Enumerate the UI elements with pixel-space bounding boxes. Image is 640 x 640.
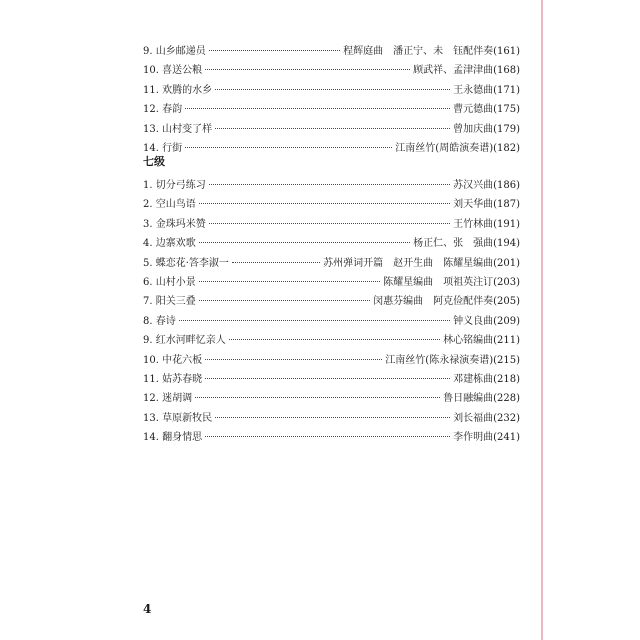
entry-title: 8. 春诗 bbox=[143, 315, 176, 327]
section-heading: 七级 bbox=[143, 155, 165, 168]
entry-credit: 程辉庭曲 潘正宁、未 钰配伴奏(161) bbox=[343, 46, 520, 57]
entry-credit: 陈耀星编曲 项祖英注订(203) bbox=[383, 276, 520, 288]
toc-entry bbox=[143, 61, 520, 80]
dot-leader bbox=[199, 281, 380, 282]
toc-entry bbox=[143, 389, 520, 408]
entry-title: 11. 姑苏春晓 bbox=[143, 373, 203, 385]
dot-leader bbox=[209, 223, 450, 224]
dot-leader bbox=[199, 242, 410, 243]
entry-credit: 曹元德曲(175) bbox=[453, 104, 520, 116]
dot-leader bbox=[185, 108, 450, 109]
toc-entry bbox=[143, 195, 520, 214]
toc-entry bbox=[143, 351, 520, 370]
toc-entry bbox=[143, 312, 520, 331]
entry-title: 12. 迷胡调 bbox=[143, 393, 193, 405]
dot-leader bbox=[215, 417, 450, 418]
entry-credit: 鲁日融编曲(228) bbox=[443, 393, 520, 405]
toc-entry bbox=[143, 234, 520, 253]
entry-title: 12. 春韵 bbox=[143, 104, 183, 116]
entry-credit: 江南丝竹(周皓演奏谱)(182) bbox=[395, 142, 520, 154]
entry-credit: 林心铭编曲(211) bbox=[443, 335, 520, 347]
dot-leader bbox=[229, 339, 440, 340]
toc-entry bbox=[143, 273, 520, 292]
toc-entry bbox=[143, 81, 520, 100]
entry-credit: 江南丝竹(陈永禄演奏谱)(215) bbox=[385, 354, 520, 366]
entry-credit: 刘天华曲(187) bbox=[453, 199, 520, 211]
entry-title: 13. 山村变了样 bbox=[143, 123, 213, 135]
toc-entry bbox=[143, 215, 520, 234]
dot-leader bbox=[205, 359, 382, 360]
dot-leader bbox=[205, 436, 450, 437]
entry-title: 5. 蝶恋花·答李淑一 bbox=[143, 257, 229, 269]
toc-section-grade-7 bbox=[143, 154, 520, 447]
dot-leader bbox=[209, 184, 450, 185]
entry-title: 14. 行街 bbox=[143, 142, 183, 154]
entry-title: 6. 山村小景 bbox=[143, 276, 196, 288]
toc-entry bbox=[143, 254, 520, 273]
toc-entry bbox=[143, 120, 520, 139]
entry-credit: 李作明曲(241) bbox=[453, 432, 520, 444]
dot-leader bbox=[215, 128, 450, 129]
entry-title: 2. 空山鸟语 bbox=[143, 199, 196, 211]
toc-entry bbox=[143, 409, 520, 428]
toc-entry bbox=[143, 370, 520, 389]
page-border-line bbox=[541, 0, 543, 640]
entry-title: 9. 红水河畔忆亲人 bbox=[143, 335, 226, 347]
entry-title: 10. 中花六板 bbox=[143, 354, 203, 366]
entry-credit: 苏汉兴曲(186) bbox=[453, 180, 520, 191]
toc-entry bbox=[143, 292, 520, 311]
entry-credit: 刘长福曲(232) bbox=[453, 412, 520, 424]
toc-entry bbox=[143, 42, 520, 61]
toc-entry bbox=[143, 331, 520, 350]
dot-leader bbox=[232, 262, 320, 263]
entry-title: 4. 边寨欢歌 bbox=[143, 238, 196, 250]
dot-leader bbox=[205, 69, 410, 70]
entry-title: 1. 切分弓练习 bbox=[143, 180, 206, 191]
dot-leader bbox=[209, 50, 340, 51]
entry-title: 13. 草原新牧民 bbox=[143, 412, 213, 424]
entry-credit: 苏州弹词开篇 赵开生曲 陈耀星编曲(201) bbox=[323, 257, 520, 269]
entry-credit: 钟义良曲(209) bbox=[453, 315, 520, 327]
entry-title: 3. 金珠玛米赞 bbox=[143, 218, 206, 230]
entry-title: 7. 阳关三叠 bbox=[143, 296, 196, 308]
dot-leader bbox=[199, 203, 450, 204]
entry-credit: 王永德曲(171) bbox=[453, 84, 520, 96]
page-number: 4 bbox=[143, 602, 152, 616]
toc-entry bbox=[143, 100, 520, 119]
entry-title: 11. 欢腾的水乡 bbox=[143, 84, 213, 96]
toc-entry bbox=[143, 176, 520, 195]
dot-leader bbox=[195, 397, 440, 398]
entry-title: 10. 喜送公粮 bbox=[143, 65, 203, 77]
entry-credit: 杨正仁、张 强曲(194) bbox=[413, 238, 520, 250]
dot-leader bbox=[205, 378, 450, 379]
entry-credit: 邓建栋曲(218) bbox=[453, 373, 520, 385]
entry-credit: 顾武祥、孟津津曲(168) bbox=[413, 65, 520, 77]
dot-leader bbox=[179, 320, 450, 321]
toc-entry bbox=[143, 428, 520, 447]
entry-credit: 王竹林曲(191) bbox=[453, 218, 520, 230]
entry-credit: 曾加庆曲(179) bbox=[453, 123, 520, 135]
entry-title: 9. 山乡邮递员 bbox=[143, 46, 206, 57]
dot-leader bbox=[215, 89, 450, 90]
toc-list-continued bbox=[143, 42, 520, 158]
entry-credit: 闵惠芬编曲 阿克俭配伴奏(205) bbox=[373, 296, 520, 308]
dot-leader bbox=[199, 300, 370, 301]
dot-leader bbox=[185, 147, 392, 148]
entry-title: 14. 翻身情思 bbox=[143, 432, 203, 444]
